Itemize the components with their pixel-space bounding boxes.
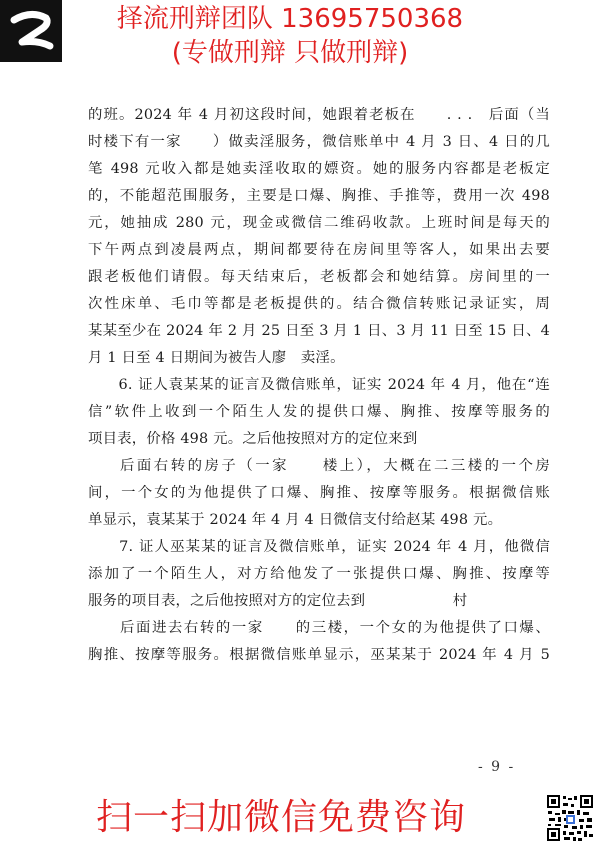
- body-line: 元，她抽成 280 元，现金或微信二维码收款。上班时间是每天的: [88, 215, 550, 231]
- body-line: 次性床单、毛巾等都是老板提供的。结合微信转账记录证实，周: [88, 296, 550, 312]
- body-line: 7. 证人巫某某的证言及微信账单，证实 2024 年 4 月，他微信: [88, 539, 550, 555]
- header-subtitle: (专做刑辩 只做刑辩): [171, 38, 409, 68]
- body-line: 下午两点到凌晨两点，期间都要待在房间里等客人，如果出去要: [88, 242, 550, 258]
- header-title: 择流刑辩团队 13695750368: [116, 4, 464, 34]
- page-number: - 9 -: [478, 759, 516, 775]
- footer-cta: 扫一扫加微信免费咨询: [96, 797, 467, 838]
- body-line: 信”软件上收到一个陌生人发的提供口爆、胸推、按摩等服务的: [88, 404, 550, 420]
- body-line: 笔 498 元收入都是她卖淫收取的嫖资。她的服务内容都是老板定: [88, 161, 550, 177]
- body-line: 单显示，袁某某于 2024 年 4 月 4 日微信支付给赵某 498 元。: [88, 512, 503, 528]
- body-line: 项目表，价格 498 元。之后他按照对方的定位来到: [88, 431, 418, 447]
- body-line: 的班。2024 年 4 月初这段时间，她跟着老板在 . . . 后面（当: [88, 107, 550, 123]
- body-line: 的，不能超范围服务，主要是口爆、胸推、手推等，费用一次 498: [88, 188, 550, 204]
- body-line: 月 1 日至 4 日期间为被告人廖 卖淫。: [88, 350, 345, 366]
- body-line: 后面进去右转的一家 的三楼，一个女的为他提供了口爆、: [120, 620, 550, 636]
- body-line: 某某至少在 2024 年 2 月 25 日至 3 月 1 日、3 月 11 日至 15 日、4: [88, 323, 550, 339]
- body-line: 后面右转的房子（一家 楼上），大概在二三楼的一个房: [120, 458, 550, 474]
- body-line: 添加了一个陌生人，对方给他发了一张提供口爆、胸推、按摩等: [88, 566, 550, 582]
- body-line: 间，一个女的为他提供了口爆、胸推、按摩等服务。根据微信账: [88, 485, 550, 501]
- body-line: 时楼下有一家 ）做卖淫服务，微信账单中 4 月 3 日、4 日的几: [88, 134, 550, 150]
- body-line: 跟老板他们请假。每天结束后，老板都会和她结算。房间里的一: [88, 269, 550, 285]
- qr-code-icon[interactable]: [546, 794, 594, 842]
- body-line: 6. 证人袁某某的证言及微信账单，证实 2024 年 4 月，他在“连: [88, 377, 550, 393]
- document-body: [88, 102, 550, 669]
- body-line: 胸推、按摩等服务。根据微信账单显示，巫某某于 2024 年 4 月 5: [88, 647, 550, 663]
- body-line: 服务的项目表，之后他按照对方的定位去到 村: [88, 593, 468, 609]
